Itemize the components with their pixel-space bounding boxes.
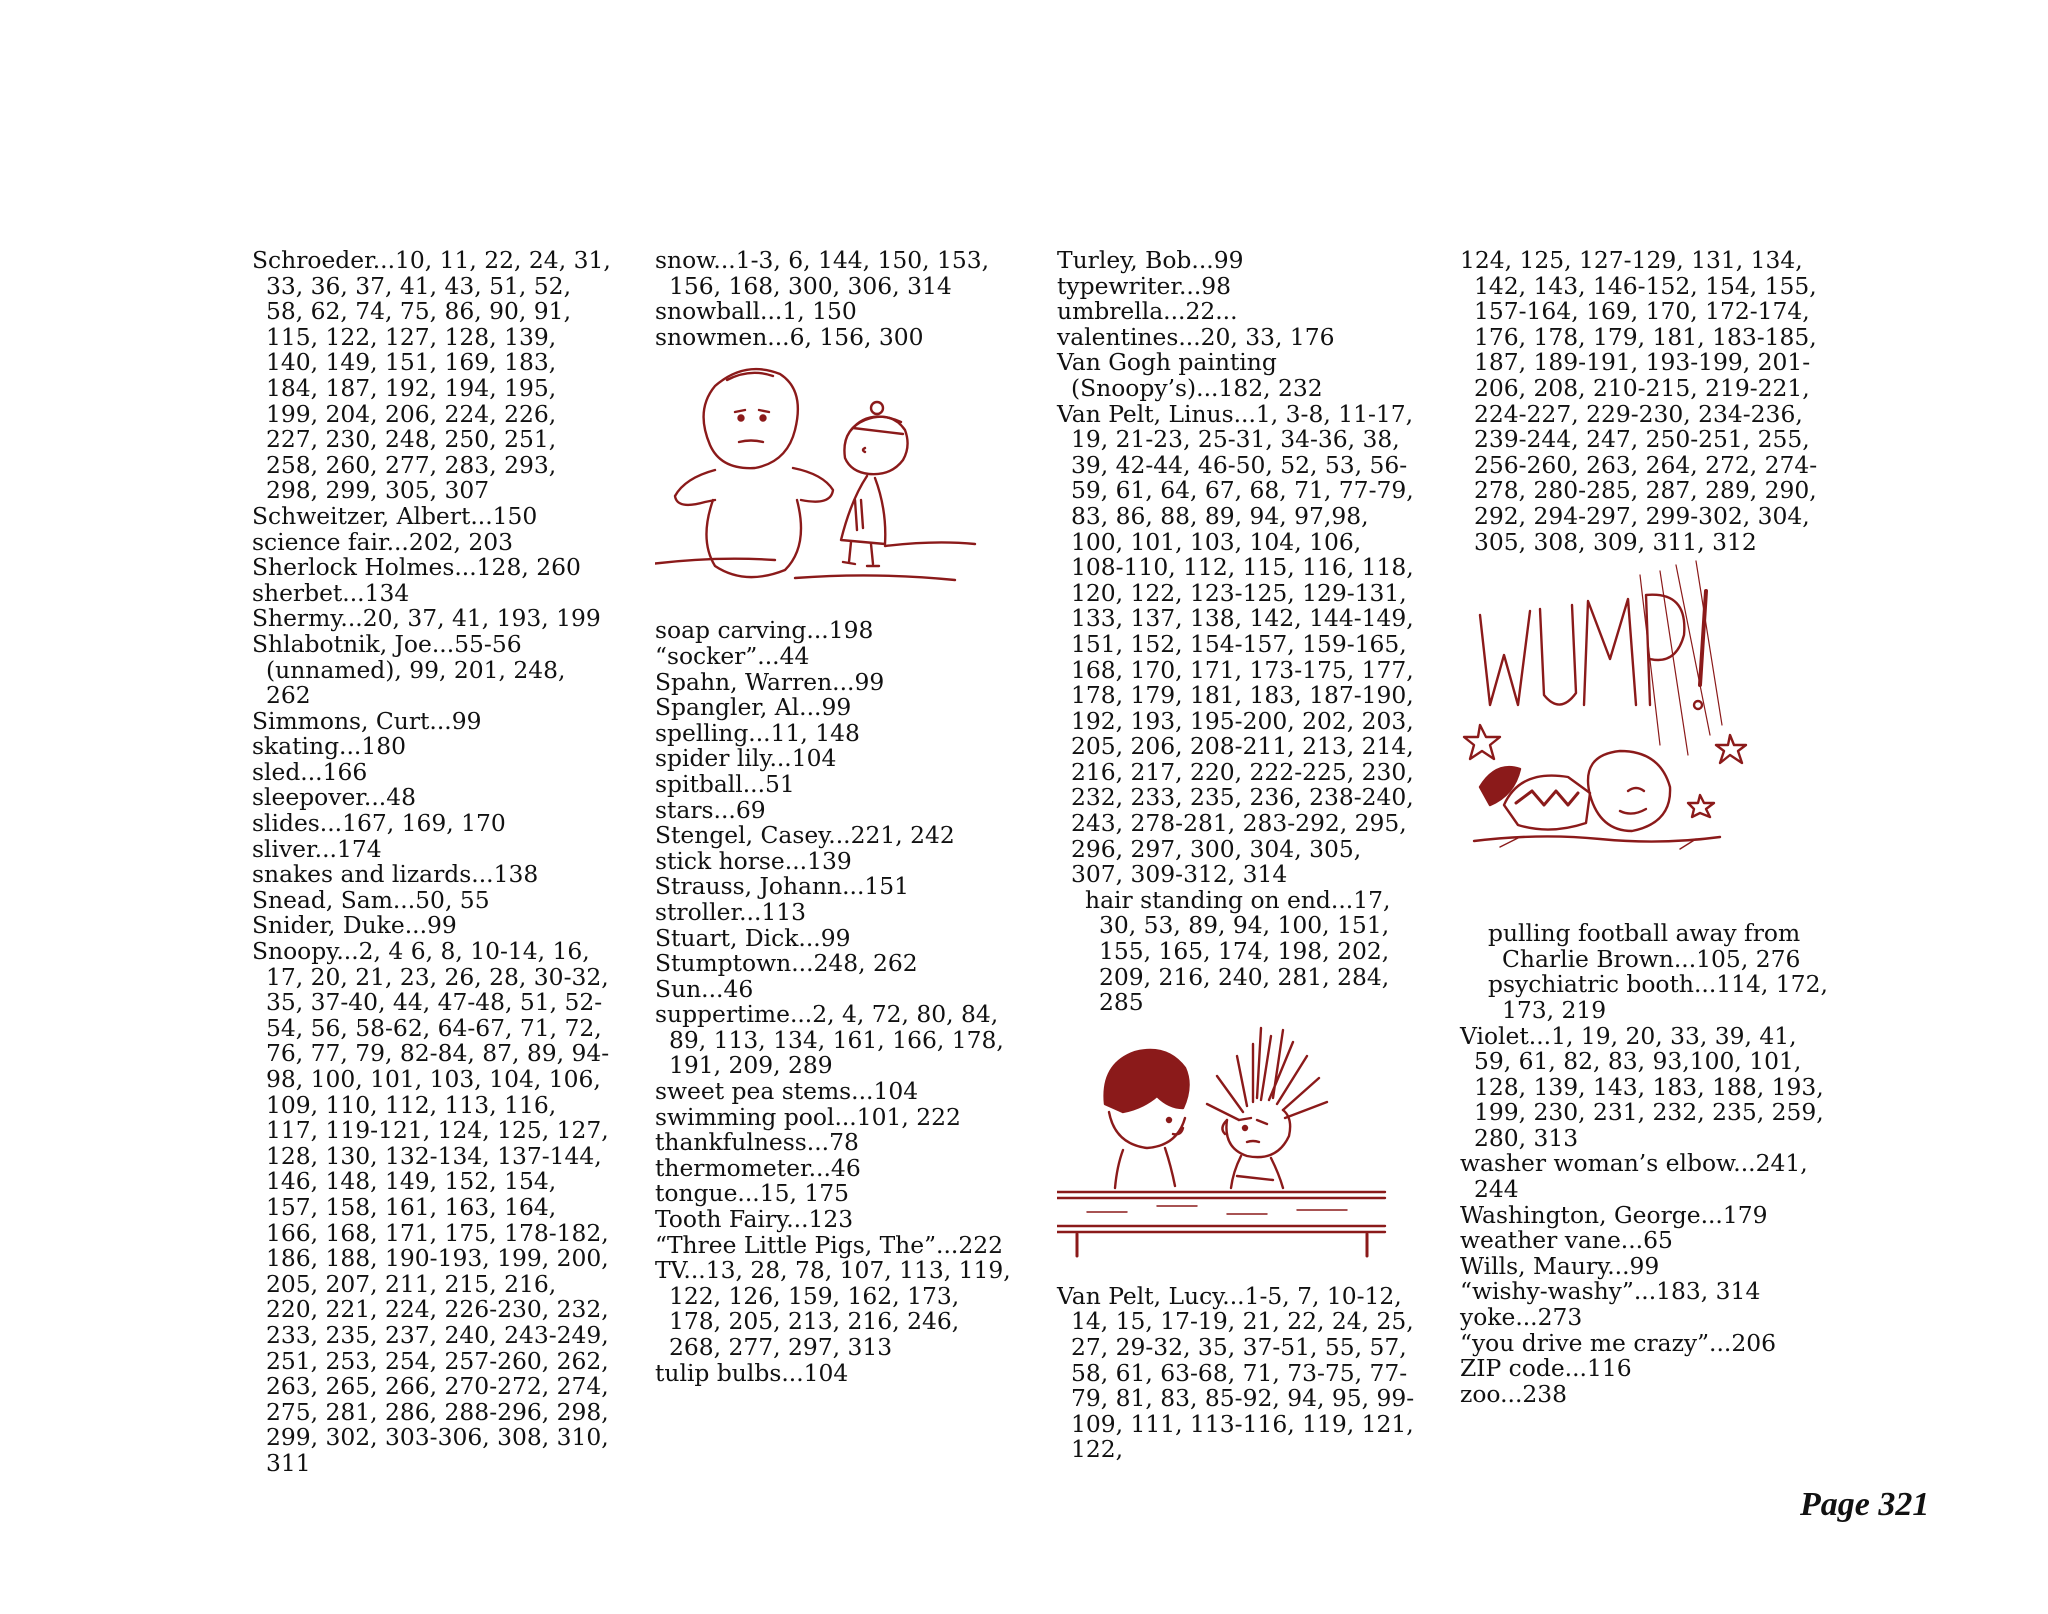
- index-entry: Shlabotnik, Joe...55-56 (unnamed), 99, 201, 248, 262: [252, 629, 573, 710]
- index-entry: yoke...273: [1460, 1303, 1583, 1332]
- page-number: Page 321: [1800, 1486, 1930, 1523]
- index-entry: ZIP code...116: [1460, 1354, 1632, 1383]
- index-entry: 124, 125, 127-129, 131, 134, 142, 143, 146-152, 154, 155, 157-164, 169, 170, 172-174, 176, 178, 179, 181, 183-185, 187, 189-191, 193-199, 201-206, 208, 210-215, 219-221, 224-227, 229-230, 234-236, 239-244, 247, 250-251, 255, 256-260, 263, 264, 272, 274-278, 280-285, 287, 289, 290, 292, 294-297, 299-302, 304, 305, 308, 309, 311, 312: [1460, 246, 1825, 556]
- index-entry: Violet...1, 19, 20, 33, 39, 41, 59, 61, 82, 83, 93,100, 101, 128, 139, 143, 183, 188, 193, 199, 230, 231, 232, 235, 259, 280, 313: [1460, 1021, 1832, 1152]
- index-entry: valentines...20, 33, 176: [1057, 322, 1335, 351]
- index-entry: Washington, George...179: [1460, 1200, 1768, 1229]
- index-entry: thermometer...46: [655, 1153, 861, 1182]
- index-entry: “socker”...44: [655, 641, 810, 670]
- index-entry: Snider, Duke...99: [252, 911, 457, 940]
- index-entry: Simmons, Curt...99: [252, 706, 482, 735]
- index-subentry: psychiatric booth...114, 172, 173, 219: [1488, 970, 1836, 1024]
- index-entry: Snead, Sam...50, 55: [252, 885, 490, 914]
- snowman-illustration: [655, 350, 1015, 618]
- index-entry: swimming pool...101, 222: [655, 1102, 961, 1131]
- index-entry: Shermy...20, 37, 41, 193, 199: [252, 604, 601, 633]
- index-entry: zoo...238: [1460, 1379, 1568, 1408]
- index-entry: Tooth Fairy...123: [655, 1205, 854, 1234]
- index-entry: snow...1-3, 6, 144, 150, 153, 156, 168, 300, 306, 314: [655, 246, 997, 300]
- index-entry: typewriter...98: [1057, 271, 1232, 300]
- index-entry: tongue...15, 175: [655, 1179, 850, 1208]
- index-entry: sherbet...134: [252, 578, 410, 607]
- index-entry: sliver...174: [252, 834, 382, 863]
- index-entry: Schroeder...10, 11, 22, 24, 31, 33, 36, 37, 41, 43, 51, 52, 58, 62, 74, 75, 86, 90, 91, 115, 122, 127, 128, 139, 140, 149, 151, 169, 183, 184, 187, 192, 194, 195, 199, 204, 206, 224, 226, 227, 230, 248, 250, 251, 258, 260, 277, 283, 293, 298, 299, 305, 307: [252, 246, 619, 505]
- index-entry: washer woman’s elbow...241, 244: [1460, 1149, 1816, 1204]
- index-entry: snakes and lizards...138: [252, 860, 539, 889]
- index-entry: sled...166: [252, 757, 368, 786]
- index-entry: snowball...1, 150: [655, 297, 857, 326]
- index-entry: thankfulness...78: [655, 1128, 859, 1157]
- index-column-2: [655, 246, 1019, 1387]
- index-entry: spider lily...104: [655, 744, 837, 773]
- index-subentry: pulling football away from Charlie Brown...105, 276: [1488, 919, 1808, 973]
- index-entry: stick horse...139: [655, 846, 852, 875]
- index-entry: snowmen...6, 156, 300: [655, 322, 924, 351]
- index-entry: Sun...46: [655, 974, 754, 1003]
- index-column-4: [1460, 248, 1840, 1407]
- index-entry: TV...13, 28, 78, 107, 113, 119, 122, 126, 159, 162, 173, 178, 205, 213, 216, 246, 268, 277, 297, 313: [655, 1256, 1019, 1361]
- index-column-1: [252, 246, 619, 1477]
- index-entry: Wills, Maury...99: [1460, 1251, 1660, 1280]
- index-entry: Spangler, Al...99: [655, 693, 852, 722]
- index-entry: Stuart, Dick...99: [655, 923, 851, 952]
- index-entry: sleepover...48: [252, 783, 416, 812]
- index-entry: Turley, Bob...99: [1057, 246, 1244, 274]
- index-entry: slides...167, 169, 170: [252, 809, 506, 838]
- index-entry: “Three Little Pigs, The”...222: [655, 1230, 1003, 1259]
- index-entry: Strauss, Johann...151: [655, 872, 910, 901]
- index-entry: Spahn, Warren...99: [655, 667, 885, 696]
- lucy-linus-illustration: [1057, 1016, 1417, 1284]
- index-entry: “you drive me crazy”...206: [1460, 1328, 1777, 1357]
- index-entry: stars...69: [655, 795, 766, 824]
- index-entry: umbrella...22...: [1057, 297, 1238, 326]
- index-entry: “wishy-washy”...183, 314: [1460, 1277, 1761, 1306]
- index-entry: Snoopy...2, 4 6, 8, 10-14, 16, 17, 20, 21, 23, 26, 28, 30-32, 35, 37-40, 44, 47-48, 51, 52-54, 56, 58-62, 64-67, 71, 72, 76, 77, 79, 82-84, 87, 89, 94-98, 100, 101, 103, 104, 106, 109, 110, 112, 113, 116, 117, 119-121, 124, 125, 127, 128, 130, 132-134, 137-144, 146, 148, 149, 152, 154, 157, 158, 161, 163, 164, 166, 168, 171, 175, 178-182, 186, 188, 190-193, 199, 200, 205, 207, 211, 215, 216, 220, 221, 224, 226-230, 232, 233, 235, 237, 240, 243-249, 251, 253, 254, 257-260, 262, 263, 265, 266, 270-272, 274, 275, 281, 286, 288-296, 298, 299, 302, 303-306, 308, 310, 311: [252, 937, 617, 1477]
- index-entry: stroller...113: [655, 897, 807, 926]
- wump-illustration: [1460, 555, 1840, 921]
- index-entry: tulip bulbs...104: [655, 1358, 849, 1387]
- index-entry: soap carving...198: [655, 616, 874, 645]
- index-entry: Van Pelt, Lucy...1-5, 7, 10-12, 14, 15, 17-19, 21, 22, 24, 25, 27, 29-32, 35, 37-51, 55, 57, 58, 61, 63-68, 71, 73-75, 77-79, 81, 83, 85-92, 94, 95, 99-109, 111, 113-116, 119, 121, 122,: [1057, 1281, 1422, 1464]
- index-subentry: hair standing on end...17, 30, 53, 89, 94, 100, 151, 155, 165, 174, 198, 202, 209, 216, 240, 281, 284, 285: [1085, 885, 1398, 1017]
- index-entry: skating...180: [252, 732, 406, 761]
- index-entry: science fair...202, 203: [252, 527, 514, 556]
- index-entry: Van Gogh painting (Snoopy’s)...182, 232: [1057, 348, 1323, 402]
- index-entry: Stengel, Casey...221, 242: [655, 821, 955, 850]
- index-entry: spelling...11, 148: [655, 718, 860, 747]
- index-entry: Stumptown...248, 262: [655, 949, 918, 978]
- index-column-3: [1057, 246, 1422, 1464]
- index-entry: sweet pea stems...104: [655, 1077, 919, 1106]
- index-entry: Van Pelt, Linus...1, 3-8, 11-17, 19, 21-23, 25-31, 34-36, 38, 39, 42-44, 46-50, 52, 53, 56-59, 61, 64, 67, 68, 71, 77-79, 83, 86, 88, 89, 94, 97,98, 100, 101, 103, 104, 106, 108-110, 112, 115, 116, 118, 120, 122, 123-125, 129-131, 133, 137, 138, 142, 144-149, 151, 152, 154-157, 159-165, 168, 170, 171, 173-175, 177, 178, 179, 181, 183, 187-190, 192, 193, 195-200, 202, 203, 205, 206, 208-211, 213, 214, 216, 217, 220, 222-225, 230, 232, 233, 235, 236, 238-240, 243, 278-281, 283-292, 295, 296, 297, 300, 304, 305, 307, 309-312, 314: [1057, 399, 1422, 889]
- index-entry: weather vane...65: [1460, 1226, 1673, 1255]
- index-entry: suppertime...2, 4, 72, 80, 84, 89, 113, 134, 161, 166, 178, 191, 209, 289: [655, 1000, 1012, 1080]
- index-entry: Schweitzer, Albert...150: [252, 501, 538, 530]
- index-entry: spitball...51: [655, 769, 795, 798]
- index-entry: Sherlock Holmes...128, 260: [252, 553, 581, 582]
